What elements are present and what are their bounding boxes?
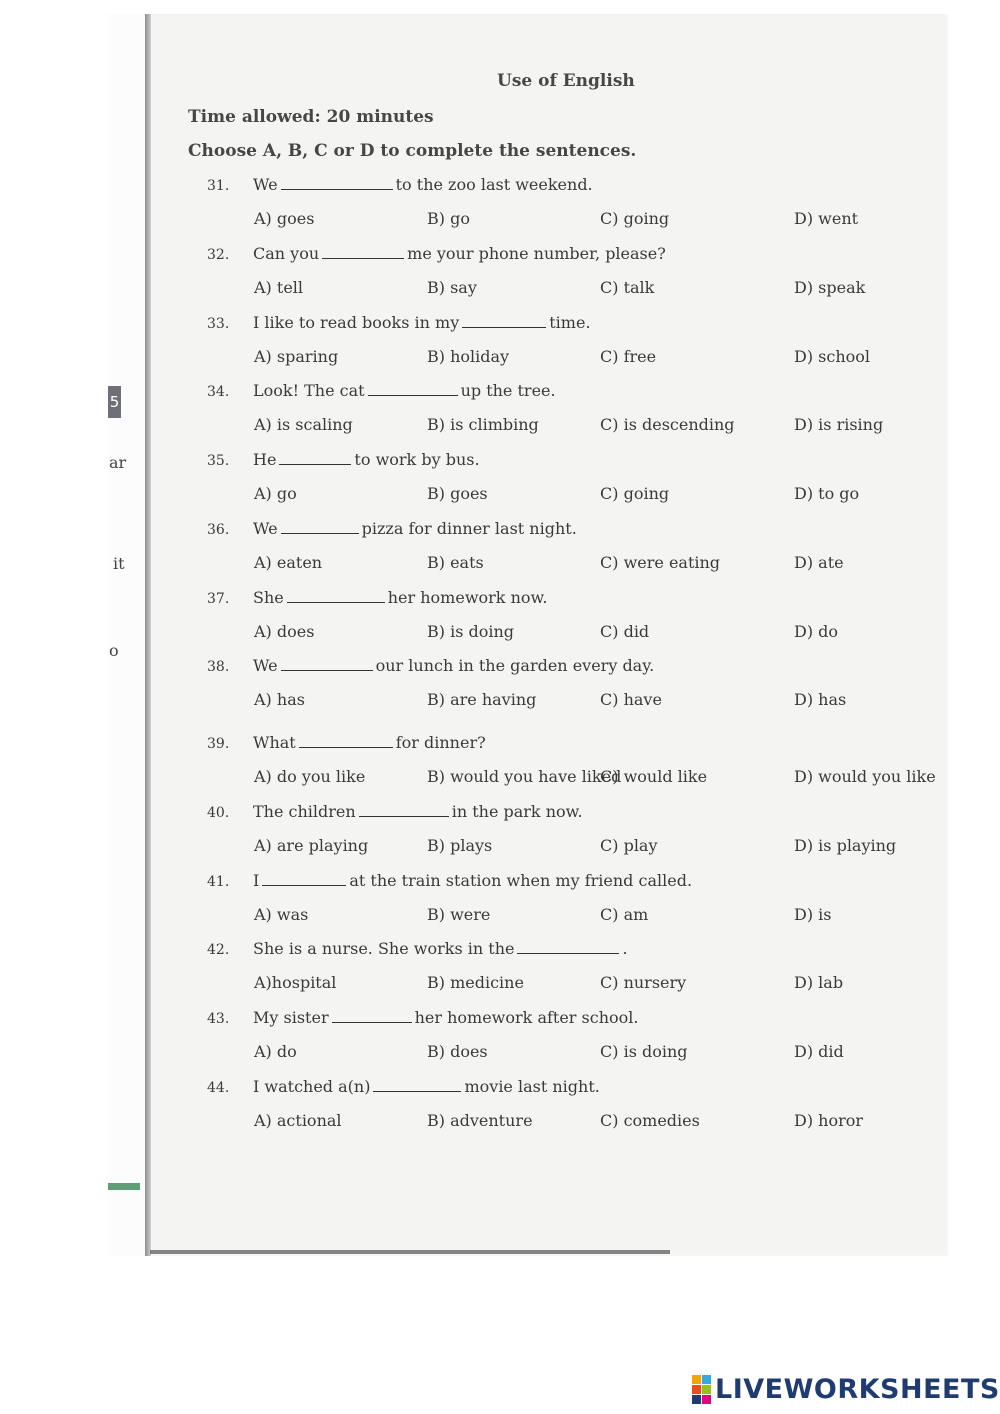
answer-option: B) is climbing (427, 415, 539, 434)
answer-blank (281, 519, 359, 534)
answer-option: D) horor (794, 1111, 864, 1130)
question-text-after: me your phone number, please? (407, 244, 666, 263)
answer-blank (281, 656, 373, 671)
answer-option: A) goes (254, 209, 315, 228)
question-text-before: My sister (253, 1008, 329, 1027)
answer-option: A) does (254, 622, 315, 641)
question-number: 32. (207, 247, 230, 263)
answer-option: C) talk (600, 278, 655, 297)
question-stem (207, 175, 593, 194)
question-text-before: He (253, 450, 277, 469)
question-number: 36. (207, 522, 230, 538)
answer-option: D) is rising (794, 415, 884, 434)
question-stem (207, 1008, 638, 1027)
question-stem (207, 450, 480, 469)
question-number: 38. (207, 659, 230, 675)
question-text-before: The children (253, 802, 356, 821)
answer-option: A) are playing (254, 836, 369, 855)
answer-option: D) to go (794, 484, 860, 503)
question-text-before: We (253, 656, 278, 675)
answer-option: B) are having (427, 690, 537, 709)
question-text-after: her homework now. (387, 588, 548, 607)
question-number: 44. (207, 1080, 230, 1096)
logo-mark-icon (692, 1375, 711, 1404)
answer-option: A) tell (254, 278, 304, 297)
answer-option: C) am (600, 905, 649, 924)
liveworksheets-logo (692, 1374, 1000, 1404)
answer-option: D) school (794, 347, 871, 366)
answer-option: B) medicine (427, 973, 524, 992)
question-number: 39. (207, 736, 230, 752)
question-text-after: her homework after school. (414, 1008, 639, 1027)
margin-text-fragment: it (113, 554, 125, 573)
answer-blank (359, 802, 449, 817)
question-text-after: for dinner? (395, 733, 486, 752)
answer-option: B) is doing (427, 622, 515, 641)
answer-option: C) comedies (600, 1111, 700, 1130)
question-stem (207, 519, 577, 538)
answer-option: A)hospital (254, 973, 337, 992)
answer-option: C) going (600, 209, 670, 228)
answer-option: B) goes (427, 484, 488, 503)
answer-option: C) is descending (600, 415, 735, 434)
answer-option: B) adventure (427, 1111, 533, 1130)
page-title: Use of English (497, 71, 635, 91)
answer-option: D) lab (794, 973, 844, 992)
question-stem (207, 733, 486, 752)
answer-option: A) do you like (254, 767, 366, 786)
question-stem (207, 871, 692, 890)
question-number: 34. (207, 384, 230, 400)
question-text-after: in the park now. (451, 802, 583, 821)
question-stem (207, 656, 654, 675)
answer-option: D) speak (794, 278, 866, 297)
answer-option: C) going (600, 484, 670, 503)
answer-blank (287, 588, 385, 603)
answer-blank (322, 244, 404, 259)
question-number: 35. (207, 453, 230, 469)
answer-option: D) ate (794, 553, 844, 572)
question-text-after: . (622, 939, 628, 958)
answer-blank (332, 1008, 412, 1023)
answer-blank (373, 1077, 461, 1092)
answer-blank (281, 175, 393, 190)
answer-option: D) has (794, 690, 847, 709)
margin-text-fragment: o (109, 641, 119, 660)
answer-option: A) is scaling (254, 415, 353, 434)
time-allowed: Time allowed: 20 minutes (188, 107, 434, 127)
question-text-after: our lunch in the garden every day. (375, 656, 655, 675)
answer-option: D) would you like (794, 767, 936, 786)
answer-option: D) is (794, 905, 832, 924)
answer-option: B) eats (427, 553, 484, 572)
answer-option: D) went (794, 209, 859, 228)
question-stem (207, 244, 666, 263)
question-text-after: time. (549, 313, 591, 332)
answer-option: B) does (427, 1042, 488, 1061)
answer-blank (299, 733, 393, 748)
answer-option: B) holiday (427, 347, 510, 366)
question-text-before: Look! The cat (253, 381, 365, 400)
answer-option: A) sparing (254, 347, 339, 366)
answer-blank (279, 450, 351, 465)
answer-blank (517, 939, 619, 954)
answer-option: A) eaten (254, 553, 323, 572)
answer-option: B) were (427, 905, 491, 924)
answer-option: A) go (254, 484, 297, 503)
answer-blank (368, 381, 458, 396)
question-stem (207, 588, 547, 607)
answer-option: C) were eating (600, 553, 721, 572)
answer-option: A) do (254, 1042, 297, 1061)
question-text-before: She (253, 588, 284, 607)
question-text-before: We (253, 519, 278, 538)
answer-option: C) free (600, 347, 657, 366)
answer-option: C) would like (600, 767, 708, 786)
question-text-after: pizza for dinner last night. (361, 519, 577, 538)
answer-option: A) was (254, 905, 309, 924)
question-number: 37. (207, 591, 230, 607)
question-text-before: I (253, 871, 260, 890)
answer-option: C) have (600, 690, 662, 709)
question-text-after: at the train station when my friend called. (349, 871, 693, 890)
question-text-after: movie last night. (464, 1077, 600, 1096)
margin-text-fragment: ar (109, 453, 127, 472)
answer-blank (462, 313, 546, 328)
answer-option: C) did (600, 622, 650, 641)
margin-tab-marker: 5 (108, 386, 121, 418)
question-number: 33. (207, 316, 230, 332)
answer-blank (262, 871, 346, 886)
question-text-before: I watched a(n) (253, 1077, 371, 1096)
question-text-before: Can you (253, 244, 320, 263)
question-text-before: I like to read books in my (253, 313, 460, 332)
answer-option: A) actional (254, 1111, 342, 1130)
question-text-before: We (253, 175, 278, 194)
question-number: 31. (207, 178, 230, 194)
page-bottom-edge (150, 1250, 670, 1254)
question-stem (207, 802, 583, 821)
answer-option: D) do (794, 622, 839, 641)
question-stem (207, 313, 591, 332)
question-stem (207, 939, 628, 958)
question-stem (207, 381, 556, 400)
question-number: 42. (207, 942, 230, 958)
previous-page-strip (108, 14, 146, 1256)
answer-option: C) is doing (600, 1042, 688, 1061)
answer-option: B) plays (427, 836, 493, 855)
answer-option: D) did (794, 1042, 844, 1061)
green-margin-mark (108, 1183, 140, 1190)
question-text-before: What (253, 733, 296, 752)
instructions: Choose A, B, C or D to complete the sentences. (188, 141, 637, 161)
brand-name: LIVEWORKSHEETS (715, 1373, 1000, 1405)
question-number: 41. (207, 874, 230, 890)
question-text-before: She is a nurse. She works in the (253, 939, 515, 958)
book-spine-shadow (145, 14, 151, 1256)
answer-option: C) play (600, 836, 658, 855)
answer-option: B) would you have liked (427, 767, 622, 786)
question-text-after: to work by bus. (354, 450, 480, 469)
question-stem (207, 1077, 600, 1096)
answer-option: B) say (427, 278, 477, 297)
answer-option: B) go (427, 209, 470, 228)
question-number: 40. (207, 805, 230, 821)
answer-option: A) has (254, 690, 305, 709)
question-text-after: up the tree. (460, 381, 556, 400)
answer-option: C) nursery (600, 973, 687, 992)
question-number: 43. (207, 1011, 230, 1027)
question-text-after: to the zoo last weekend. (395, 175, 593, 194)
answer-option: D) is playing (794, 836, 897, 855)
